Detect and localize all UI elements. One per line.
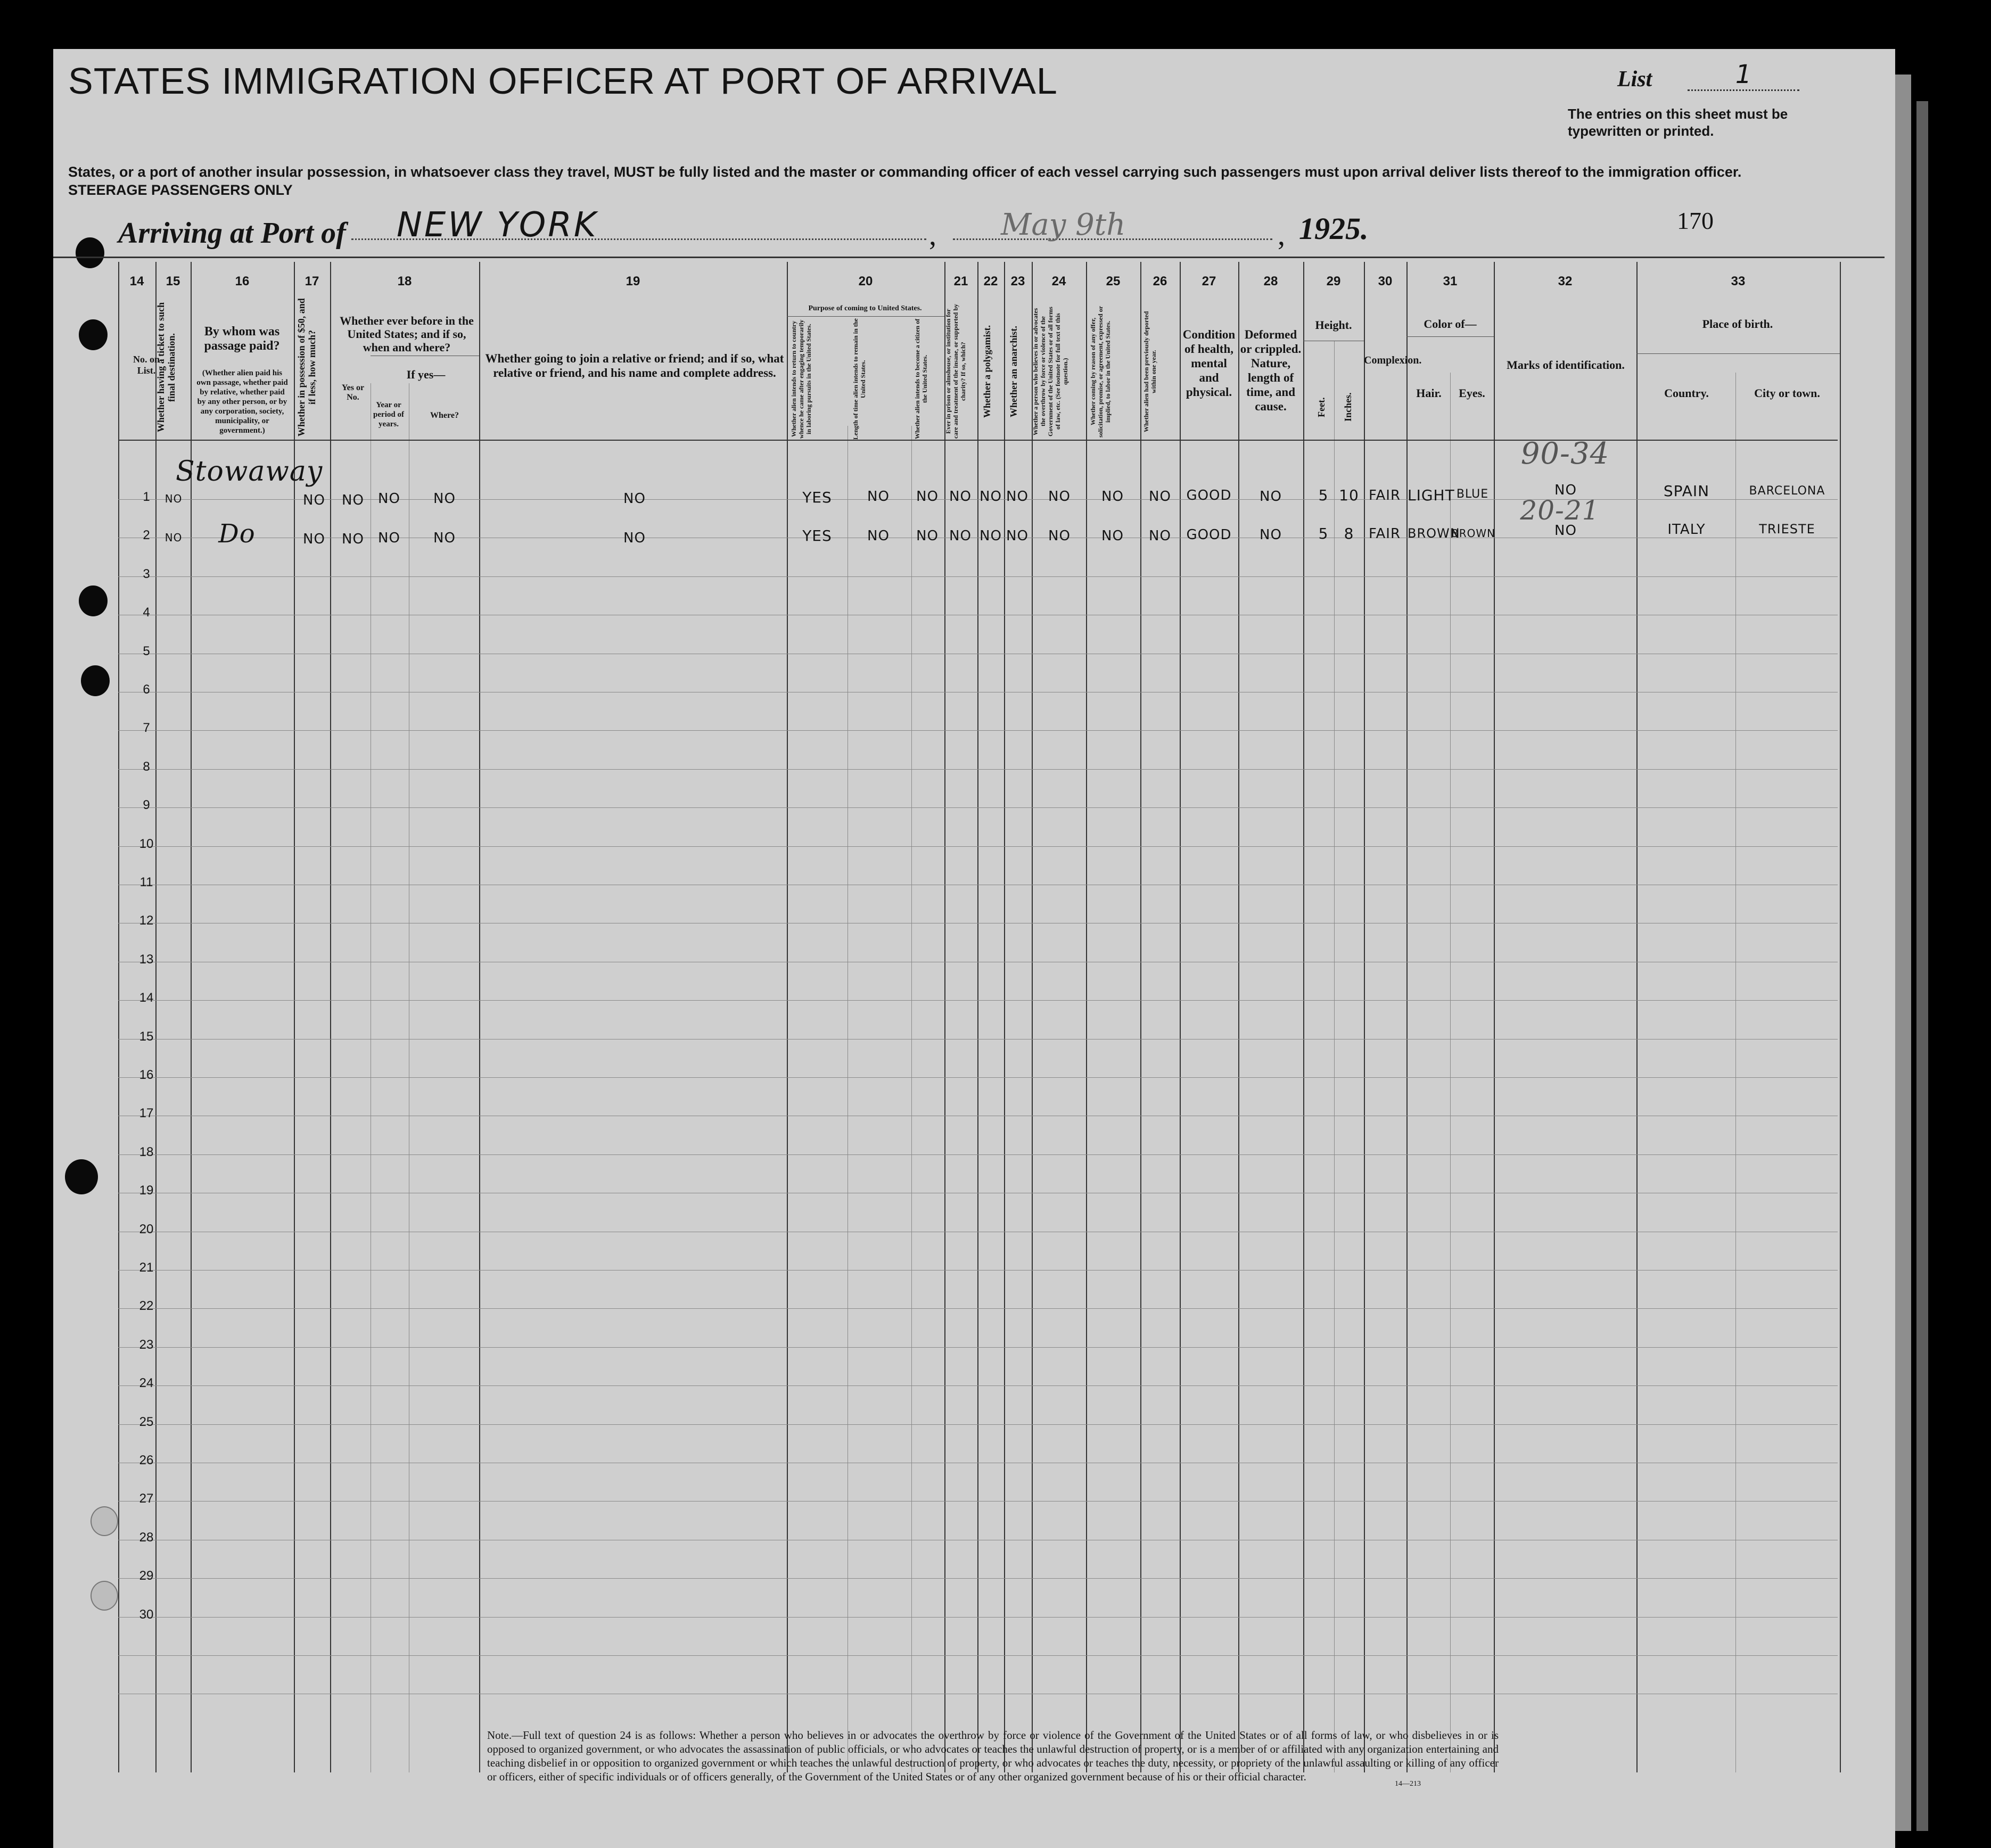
grid-row-line (118, 846, 1838, 847)
marks-cell: NO (1554, 482, 1577, 498)
grid-column-line (479, 262, 480, 1772)
column-number: 16 (235, 274, 250, 288)
money-cell: NO (303, 531, 325, 547)
column-number: 30 (1378, 274, 1393, 288)
deformed-cell: NO (1260, 527, 1282, 543)
grid-column-line (118, 262, 119, 1772)
deformed-cell: NO (1260, 489, 1282, 505)
before-where-cell: NO (433, 491, 456, 507)
header-subrule (787, 316, 944, 317)
health-cell: GOOD (1186, 488, 1232, 504)
eyes-cell: BLUE (1456, 488, 1489, 501)
grid-row-line (118, 1077, 1838, 1078)
feet-cell: 5 (1318, 525, 1329, 542)
column-number: 21 (953, 274, 968, 288)
col23-header: Whether an anarchist. (1008, 326, 1019, 417)
grid-row-line (118, 1000, 1838, 1001)
complexion-cell: FAIR (1368, 488, 1401, 504)
row-number: 28 (139, 1530, 154, 1545)
grid-row-line (118, 1039, 1838, 1040)
stamp-number: 170 (1677, 207, 1714, 234)
col21-header: Ever in prison or almshouse, or institution for care and treatment of the insane, or supported by charity? If so, which? (944, 304, 967, 439)
grid-row-line (118, 769, 1838, 770)
col24-header: Whether a person who believes in or advocates the overthrow by force or violence of the Government of the United States or of all forms of law, etc. (See footnote for full text of this question.) (1032, 307, 1069, 436)
col28-header: Deformed or crippled. Nature, length of time, and cause. (1240, 328, 1302, 413)
binder-hole (79, 319, 108, 350)
feet-cell: 5 (1318, 486, 1329, 504)
row-number: 14 (139, 991, 154, 1005)
column-number: 26 (1153, 274, 1167, 288)
row-number: 1 (143, 490, 150, 504)
column-number: 32 (1558, 274, 1573, 288)
before-yesno-cell: NO (342, 531, 364, 547)
grid-row-line (118, 1154, 1838, 1155)
row-number: 21 (139, 1260, 154, 1275)
separator: , (1278, 219, 1285, 252)
grid-row-line (118, 1347, 1838, 1348)
binder-hole (90, 1581, 118, 1611)
row-number: 24 (139, 1376, 154, 1390)
col33-city: City or town. (1754, 386, 1820, 400)
join-cell: NO (623, 491, 646, 507)
row-number: 7 (143, 721, 150, 735)
hair-cell: LIGHT (1408, 486, 1455, 504)
column-number: 28 (1263, 274, 1278, 288)
grid-subcolumn-line (1735, 373, 1736, 1772)
intro-line: States, or a port of another insular possession, in whatsoever class they travel, MUST be fully listed and the master or commanding officer of each vessel carrying such passengers must upon arrival deliver lists thereof to the immigration officer. (68, 164, 1742, 180)
column-number: 27 (1202, 274, 1216, 288)
grid-column-line (191, 262, 192, 1772)
col18-title: Whether ever before in the United States; and if so, when and where? (340, 314, 474, 354)
col19-header: Whether going to join a relative or friend; and if so, what relative or friend, and his name and complete address. (485, 352, 784, 380)
col16-sub: (Whether alien paid his own passage, whether paid by relative, whether paid by any other person, or by any corporation, society, municipality, or government.) (196, 369, 288, 435)
col22-header: Whether a polygamist. (982, 325, 992, 418)
city-cell: TRIESTE (1759, 522, 1815, 537)
col27-header: Condition of health, mental and physical. (1182, 328, 1236, 399)
deported-cell: NO (1149, 489, 1171, 505)
row-number: 11 (139, 875, 153, 889)
grid-column-line (1494, 262, 1495, 1772)
complexion-cell: FAIR (1368, 526, 1401, 542)
row-number: 12 (139, 913, 154, 928)
deported-cell: NO (1149, 528, 1171, 544)
health-cell: GOOD (1186, 527, 1232, 543)
return-cell: YES (802, 489, 832, 506)
binder-hole (65, 1159, 98, 1194)
column-number: 19 (626, 274, 640, 288)
anarchist-cell: NO (1006, 528, 1029, 544)
grid-subcolumn-line (911, 426, 912, 1772)
date-value: May 9th (1001, 208, 1126, 242)
row-number: 17 (139, 1106, 154, 1120)
col31-hair: Hair. (1416, 386, 1442, 400)
col30-header: Complexion. (1364, 354, 1422, 366)
before-where-cell: NO (433, 530, 456, 546)
col18-year: Year or period of years. (373, 401, 404, 428)
return-cell: YES (802, 527, 832, 544)
country-cell: SPAIN (1663, 482, 1710, 500)
row-number: 3 (143, 567, 150, 581)
list-label: List (1617, 67, 1652, 92)
offer-cell: NO (1101, 528, 1124, 544)
row-number: 8 (143, 760, 150, 774)
row-number: 2 (143, 528, 150, 542)
paid-by-cell: Do (218, 519, 256, 549)
length-cell: NO (867, 489, 890, 505)
length-cell: NO (867, 528, 890, 544)
grid-row-line (118, 576, 1838, 577)
grid-row-line (118, 1308, 1838, 1309)
row-number: 27 (139, 1491, 154, 1506)
row-number: 15 (139, 1029, 154, 1044)
col14-header: No. on List. (133, 354, 160, 376)
intro-text (68, 163, 1741, 199)
ticket-cell: NO (164, 531, 183, 544)
citizen-cell: NO (916, 528, 939, 544)
column-number: 20 (858, 274, 873, 288)
q24-cell: NO (1048, 489, 1071, 505)
marks-cell: NO (1554, 523, 1577, 539)
header-subrule (1636, 353, 1840, 354)
join-cell: NO (623, 530, 646, 546)
page-edge (1916, 101, 1928, 1831)
col29-feet: Feet. (1316, 397, 1327, 417)
grid-row-line (118, 1578, 1838, 1579)
before-year-cell: NO (378, 491, 400, 507)
row-number: 23 (139, 1338, 154, 1352)
col18-yesno: Yes or No. (341, 383, 365, 402)
row-number: 6 (143, 682, 150, 697)
column-number: 31 (1443, 274, 1458, 288)
grid-column-line (1840, 262, 1841, 1772)
grid-row-line (118, 1424, 1838, 1425)
country-cell: ITALY (1667, 522, 1706, 538)
row-number: 4 (143, 605, 150, 620)
paid-by-cell: Stowaway (176, 456, 323, 488)
grid-subcolumn-line (1334, 341, 1335, 1772)
ticket-cell: NO (164, 492, 183, 505)
list-value: 1 (1688, 60, 1799, 91)
row-number: 9 (143, 798, 150, 812)
port-value: NEW YORK (397, 205, 598, 245)
col15-header: Whether having a ticket to such final destination. (155, 302, 177, 433)
col33-country: Country. (1664, 386, 1709, 400)
row-number: 5 (143, 644, 150, 658)
inches-cell: 8 (1344, 525, 1354, 542)
col20b-header: Length of time alien intends to remain in the United States. (852, 318, 867, 440)
column-number: 29 (1326, 274, 1341, 288)
citizen-cell: NO (916, 489, 939, 505)
col20a-header: Whether alien intends to return to country whence he came after engaging temporarily in laboring pursuits in the United States. (790, 319, 812, 439)
col33-title: Place of birth. (1702, 317, 1773, 331)
footnote: Note.—Full text of question 24 is as follows: Whether a person who believes in or advocates the overthrow by force or violence of the Government of the United States or of all forms of law, or who disbelieves in or is opposed to organized government, or who advocates the assassination of public officials, or who advocates or teaches the unlawful destruction of property, or is a member of or affiliated with any organization entertaining and teaching disbelief in or opposition to organized government or which teaches the unlawful destruction of property, or who advocates or teaches the duty, necessity, or propriety of the unlawful assaulting or killing of any officer or officers, either of specific individuals or of officers generally, of the Government of the United States or of any other organized government because of his or their official character. (487, 1729, 1499, 1783)
separator: , (929, 219, 936, 252)
col25-header: Whether coming by reason of any offer, solicitation, promise, or agreement, expressed or implied, to labor in the United States. (1089, 306, 1112, 438)
binder-hole (90, 1506, 118, 1536)
polygamist-cell: NO (980, 489, 1002, 505)
grid-row-line (118, 807, 1838, 808)
col20-title: Purpose of coming to United States. (808, 304, 922, 312)
hair-cell: BROWN (1408, 526, 1460, 541)
col18-ifyes: If yes— (406, 368, 446, 381)
offer-cell: NO (1101, 489, 1124, 505)
binder-hole (79, 585, 108, 616)
row-number: 19 (139, 1183, 154, 1198)
col32-header: Marks of identification. (1507, 358, 1625, 372)
typewriter-note: The entries on this sheet must be typewritten or printed. (1568, 106, 1788, 139)
header-rule (53, 257, 1885, 258)
row-number: 10 (139, 837, 154, 851)
before-yesno-cell: NO (342, 492, 364, 508)
grid-row-line (118, 1655, 1838, 1656)
grid-row-line (118, 1385, 1838, 1386)
before-year-cell: NO (378, 530, 400, 546)
row-number: 29 (139, 1569, 154, 1583)
anarchist-cell: NO (1006, 489, 1029, 505)
col29-title: Height. (1315, 318, 1352, 332)
port-label: Arriving at Port of (118, 217, 346, 250)
column-number: 22 (983, 274, 998, 288)
q24-cell: NO (1048, 528, 1071, 544)
row-number: 30 (139, 1607, 154, 1622)
eyes-cell: BROWN (1451, 527, 1496, 540)
grid-row-line (118, 730, 1838, 731)
binder-hole (81, 665, 110, 696)
column-number: 15 (166, 274, 180, 288)
col20c-header: Whether alien intends to become a citizen of the United States. (914, 318, 928, 440)
money-cell: NO (303, 492, 325, 508)
inches-cell: 10 (1339, 486, 1359, 504)
col17-header: Whether in possession of $50, and if less, how much? (296, 298, 317, 436)
handwritten-annotation: 90-34 (1520, 436, 1610, 471)
year-value: 1925. (1299, 211, 1369, 246)
row-number: 20 (139, 1222, 154, 1236)
prison-cell: NO (949, 489, 972, 505)
binder-hole (76, 237, 104, 268)
row-number: 25 (139, 1415, 154, 1429)
column-number: 33 (1731, 274, 1746, 288)
polygamist-cell: NO (980, 528, 1002, 544)
grid-subcolumn-line (1450, 373, 1451, 1772)
header-subrule (1406, 336, 1494, 337)
page-edge (1895, 75, 1911, 1831)
prison-cell: NO (949, 528, 972, 544)
grid-row-line (118, 1501, 1838, 1502)
grid-column-line (294, 262, 295, 1772)
col31-title: Color of— (1424, 317, 1477, 331)
col31-eyes: Eyes. (1459, 386, 1485, 400)
row-number: 22 (139, 1299, 154, 1313)
grid-column-line (330, 262, 331, 1772)
grid-row-line (118, 1617, 1838, 1618)
column-number: 25 (1106, 274, 1121, 288)
city-cell: BARCELONA (1749, 484, 1825, 498)
grid-column-line (155, 262, 157, 1772)
col29-inches: Inches. (1343, 392, 1353, 422)
col26-header: Whether alien had been previously deported within one year. (1142, 311, 1157, 432)
column-number: 14 (129, 274, 144, 288)
intro-line: STEERAGE PASSENGERS ONLY (68, 182, 293, 198)
column-number: 18 (397, 274, 412, 288)
row-number: 13 (139, 952, 154, 967)
col16-title: By whom was passage paid? (204, 325, 280, 353)
row-number: 18 (139, 1145, 154, 1159)
column-number: 23 (1010, 274, 1025, 288)
form-number: 14—213 (1395, 1780, 1421, 1788)
column-number: 24 (1051, 274, 1066, 288)
col18-where: Where? (430, 411, 459, 420)
row-number: 26 (139, 1453, 154, 1467)
page-title: STATES IMMIGRATION OFFICER AT PORT OF ARRIVAL (68, 60, 1058, 102)
row-number: 16 (139, 1068, 154, 1082)
grid-column-line (1303, 262, 1304, 1772)
handwritten-annotation: 20-21 (1520, 495, 1600, 526)
column-number: 17 (305, 274, 319, 288)
